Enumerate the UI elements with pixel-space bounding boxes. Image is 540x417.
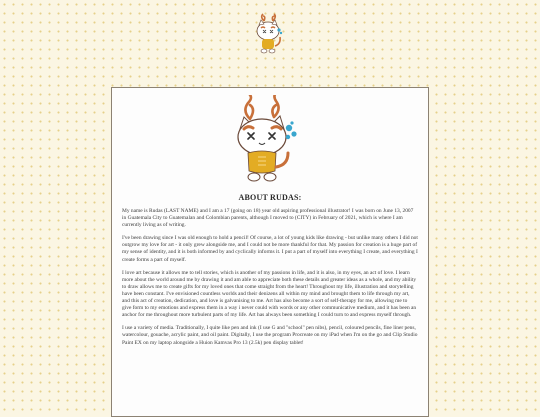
about-paragraph: I love art because it allows me to tell stories, which is another of my passions in life, and it is also, in my eyes, an act of love. I learn more about the world around me by drawing it and am able to appreciate both these details and greater ideas as a whole, and my ability to draw allows me to create gifts for my loved ones that come straight from the heart! Throughout my life, illustration and storytelling have been constant. I've envisioned countless worlds and their denizens all within my mind and brought them to life through my art, and this act of creation, dedication, and love is galvanising to me. Art has also become a sort of self-therapy for me, allowing me to give form to my emotions and express them in a way i never could with words or any other communicative medium, and it has been an anchor for me throughout more turbulent parts of my life. Art has always been something I could turn to and express myself through. [122, 269, 417, 319]
about-paragraph: I've been drawing since I was old enough to hold a pencil! Of course, a lot of young kids like drawing - but unlike many others I did not outgrow my love for art - it only grew alongside me, and I could not be more thankful for that. My passion for creation is a huge part of my sense of identity, and it is both informed by and cyclically informs it. I put a part of myself into everything I create, and everything I create forms a part of myself. [122, 235, 418, 263]
about-paragraph: I use a variety of media. Traditionally, I quite like pen and ink (I use G and "school" pen nibs), pencil, coloured pencils, fine liner pens, watercolour, gouache, acrylic paint, and oil paint. Digitally, I use the program Procreate on my iPad when I'm on the go and Clip Studio Paint EX on my laptop alongside a Huion Kamvas Pro 13 (2.5k) pen display tablet! [122, 325, 418, 346]
cat-mascot-icon [250, 13, 288, 57]
about-panel [111, 87, 429, 417]
about-title: ABOUT RUDAS: [238, 193, 302, 202]
cat-mascot-with-bubbles-icon [228, 95, 300, 187]
about-paragraph: My name is Rudas (LAST NAME) and I am a 17 (going on 18) year old aspiring professional illustrator! I was born on June 13, 2007 in Guatemala City to Guatemalan and Colombian parents, although I moved to (CITY) in February of 2021, which is where I am currently living as of writing. [122, 208, 414, 229]
